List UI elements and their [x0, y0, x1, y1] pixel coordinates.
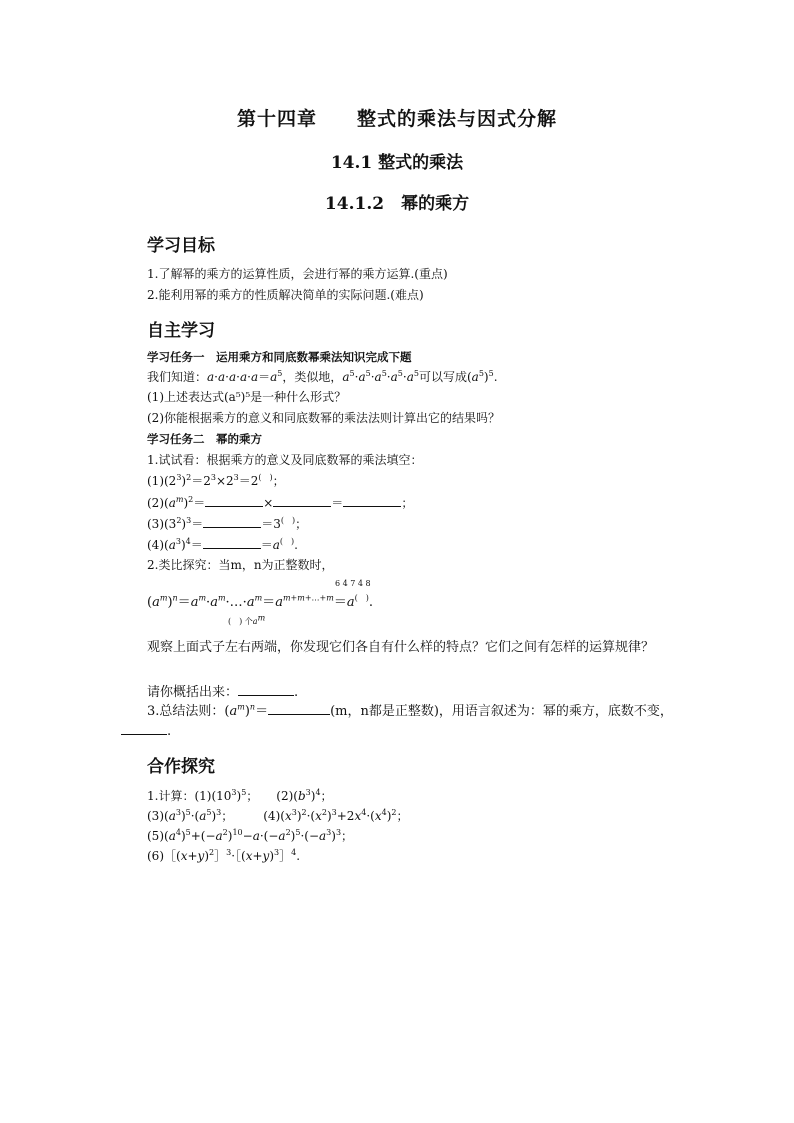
fill-item-3: $(3)(3^2)^3= =3^{( )}$； [147, 516, 308, 531]
calc-line-3: $(5)(a^4)^5+(-a^2)^{10}-a\cdot(-a^2)^5\cdot(-a^3)^3$； [147, 828, 354, 843]
blank[interactable] [203, 515, 261, 528]
task2-analogy: 2.类比探究：当m，n为正整数时， [147, 558, 334, 572]
blank[interactable] [203, 536, 261, 549]
analogy-formula: $(a^m)^n=a^m\cdot a^m\cdot\dots\cdot a^m=a^{m+m+\dots+m}=a^{( )}$. [147, 593, 374, 610]
fill-item-2: $(2)(a^m)^2=$ × ＝ ； [147, 495, 414, 510]
chapter-title: 第十四章 整式的乘法与因式分解 [236, 108, 557, 130]
task1-question-2: (2)你能根据乘方的意义和同底数幂的乘法法则计算出它的结果吗？ [147, 411, 501, 425]
self-study-heading: 自主学习 [147, 321, 215, 341]
task1-intro: 我们知道：$a\cdot a\cdot a\cdot a\cdot a=a^5$，类似地，$a^5\cdot a^5\cdot a^5\cdot a^5\cdot a^5$可以写成$(a^5)^5$. [147, 369, 498, 384]
goal-item-2: 2.能利用幂的乘方的性质解决简单的实际问题.(难点) [147, 288, 424, 302]
observe-text: 观察上面式子左右两端，你发现它们各自有什么样的特点？它们之间有怎样的运算规律？ [147, 640, 655, 655]
task1-question-1: (1)上述表达式(a⁵)⁵是一种什么形式？ [147, 390, 347, 404]
calc-line-4: $(6)[(x+y)^2]^3\cdot[(x+y)^3]^4$. [147, 848, 301, 863]
coop-heading: 合作探究 [147, 757, 215, 777]
blank[interactable] [273, 494, 331, 507]
formula-brace-top: 6 4 7 4 8 [335, 579, 371, 588]
summarize-line: 请你概括出来： . [147, 685, 299, 700]
fill-item-1: $(1)(2^3)^2=2^3\times 2^3=2^{( )}$； [147, 473, 285, 488]
calc-line-2: $(3)(a^3)^5\cdot(a^5)^3$； $(4)(x^3)^2\cdot(x^2)^3+2x^4\cdot(x^4)^2$； [147, 808, 409, 823]
blank[interactable] [205, 494, 263, 507]
section-title: 14.1 整式的乘法 [330, 153, 464, 173]
formula-brace-bottom: ( ) 个$a^m$ [228, 613, 266, 626]
fill-item-4: $(4)(a^3)^4= =a^{( )}$. [147, 537, 298, 552]
subsection-title: 14.1.2 幂的乘方 [324, 194, 470, 214]
goal-item-1: 1.了解幂的乘方的运算性质，会进行幂的乘方运算.(重点) [147, 267, 448, 281]
rule-line: 3.总结法则：$(a^m)^n= (m$，n都是正整数)，用语言叙述为：幂的乘方，底数不变，. [121, 702, 681, 742]
blank[interactable] [268, 702, 330, 715]
blank[interactable] [343, 494, 401, 507]
goals-heading: 学习目标 [147, 236, 215, 256]
task2-try: 1.试试看：根据乘方的意义及同底数幂的乘法填空： [147, 453, 423, 467]
task1-title: 学习任务一 运用乘方和同底数幂乘法知识完成下题 [147, 350, 412, 364]
blank[interactable] [238, 683, 294, 696]
task2-title: 学习任务二 幂的乘方 [147, 432, 262, 446]
calc-line-1: 1.计算：$(1)(10^3)^5$； $(2)(b^3)^4$； [147, 788, 333, 803]
blank[interactable] [121, 722, 167, 735]
